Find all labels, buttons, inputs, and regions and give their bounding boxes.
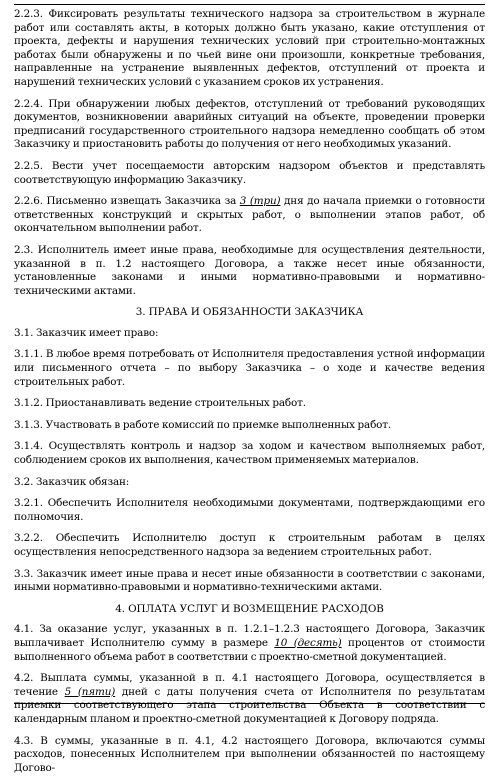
paragraph-3-3: 3.3. Заказчик имеет иные права и несет иные обязанности в соответствии с законами, иными нормативно-правовыми и нормативно-техническими актами. bbox=[14, 567, 485, 594]
paragraph-3-2-1: 3.2.1. Обеспечить Исполнителя необходимыми документами, подтверждающими его полномочия. bbox=[14, 497, 485, 523]
paragraph-3-1-2: 3.1.2. Приостанавливать ведение строительных работ. bbox=[14, 397, 306, 410]
paragraph-3-1-4: 3.1.4. Осуществлять контроль и надзор за ходом и качеством выполняемых работ, соблюдением сроков их выполнения, качеством применяемых материалов. bbox=[14, 440, 485, 467]
paragraph-4-2-start: 4.2. Выплата суммы, указанной в п. 4.1 настоящего Договора, осуществляется в течение bbox=[14, 672, 485, 698]
document-page bbox=[14, 8, 485, 783]
paragraph-3-1: 3.1. Заказчик имеет право: bbox=[14, 326, 159, 339]
paragraph-4-1 bbox=[14, 623, 485, 664]
bottom-border-line bbox=[14, 703, 485, 704]
paragraph-2-2-5: 2.2.5. Вести учет посещаемости авторским надзором объектов и представлять соответствующую информацию Заказчику. bbox=[14, 159, 485, 186]
paragraph-3-2: 3.2. Заказчик обязан: bbox=[14, 475, 130, 488]
paragraph-4-1-start: 4.1. За оказание услуг, указанных в п. 1.2.1–1.2.3 настоящего Договора, Заказчик выплачивает Исполнителю сумму в размере bbox=[14, 623, 485, 649]
paragraph-4-3: 4.3. В суммы, указанные в п. 4.1, 4.2 настоящего Договора, включаются суммы расходов, понесенных Исполнителем при выполнении обязанностей по настоящему Догово- bbox=[14, 734, 485, 774]
payment-days-value: 5 (пяти) bbox=[64, 685, 116, 698]
paragraph-2-2-6-end: дня до начала приемки о готовности ответственных конструкций и скрытых работ, о выполнении этапов работ, об окончательном выполнении работ. bbox=[14, 195, 485, 235]
paragraph-4-2-end: дней с даты получения счета от Исполнителя по результатам приемки соответствующего этапа строительства Объекта в соответствии с календарным планом и проектно-сметной документацией к Договору подряда. bbox=[14, 685, 485, 725]
notice-days-value: 3 (три) bbox=[239, 195, 281, 208]
paragraph-2-2-3: 2.2.3. Фиксировать результаты технического надзора за строительством в журнале работ или составлять акты, в которых должно быть указано, какие отступления от проекта, дефекты и нарушения технических условий при строительно-монтажных работах были обнаружены и по чьей вине они произошли, конкретные требования, направленные на устранение выявленных дефектов, отступлений от проекта и нарушений технических условий с указанием сроков их устранения. bbox=[14, 8, 485, 88]
paragraph-3-1-1: 3.1.1. В любое время потребовать от Исполнителя предоставления устной информации или письменного отчета – по выбору Заказчика – о ходе и качестве ведения строительных работ. bbox=[14, 348, 485, 388]
paragraph-3-1-3: 3.1.3. Участвовать в работе комиссий по приемке выполненных работ. bbox=[14, 418, 392, 431]
paragraph-2-2-4: 2.2.4. При обнаружении любых дефектов, отступлений от требований руководящих документов, возникновении аварийных ситуаций на объекте, проведении проверки предписаний государственного строительного надзора немедленно сообщать об этом Заказчику и приостановить работы до получения от него необходимых указаний. bbox=[14, 97, 485, 151]
section-3-heading: 3. ПРАВА И ОБЯЗАННОСТИ ЗАКАЗЧИКА bbox=[135, 306, 364, 319]
paragraph-2-2-6 bbox=[14, 195, 485, 236]
section-4-heading: 4. ОПЛАТА УСЛУГ И ВОЗМЕЩЕНИЕ РАСХОДОВ bbox=[115, 602, 384, 615]
top-border-line bbox=[14, 4, 485, 5]
paragraph-4-1-end: процентов от стоимости выполненного объема работ в соответствии с проектно-сметной документацией. bbox=[14, 636, 485, 663]
paragraph-4-2 bbox=[14, 672, 485, 726]
paragraph-2-2-6-start: 2.2.6. Письменно извещать Заказчика за bbox=[14, 195, 240, 208]
fee-percent-value: 10 (десять) bbox=[274, 636, 342, 649]
paragraph-3-2-2: 3.2.2. Обеспечить Исполнителю доступ к строительным работам в целях осуществления непосредственного надзора за ведением строительных работ. bbox=[14, 532, 485, 558]
paragraph-2-3: 2.3. Исполнитель имеет иные права, необходимые для осуществления деятельности, указанной в п. 1.2 настоящего Договора, а также несет иные обязанности, установленные законами и иными нормативно-правовыми и нормативно-техническими актами. bbox=[14, 243, 485, 297]
